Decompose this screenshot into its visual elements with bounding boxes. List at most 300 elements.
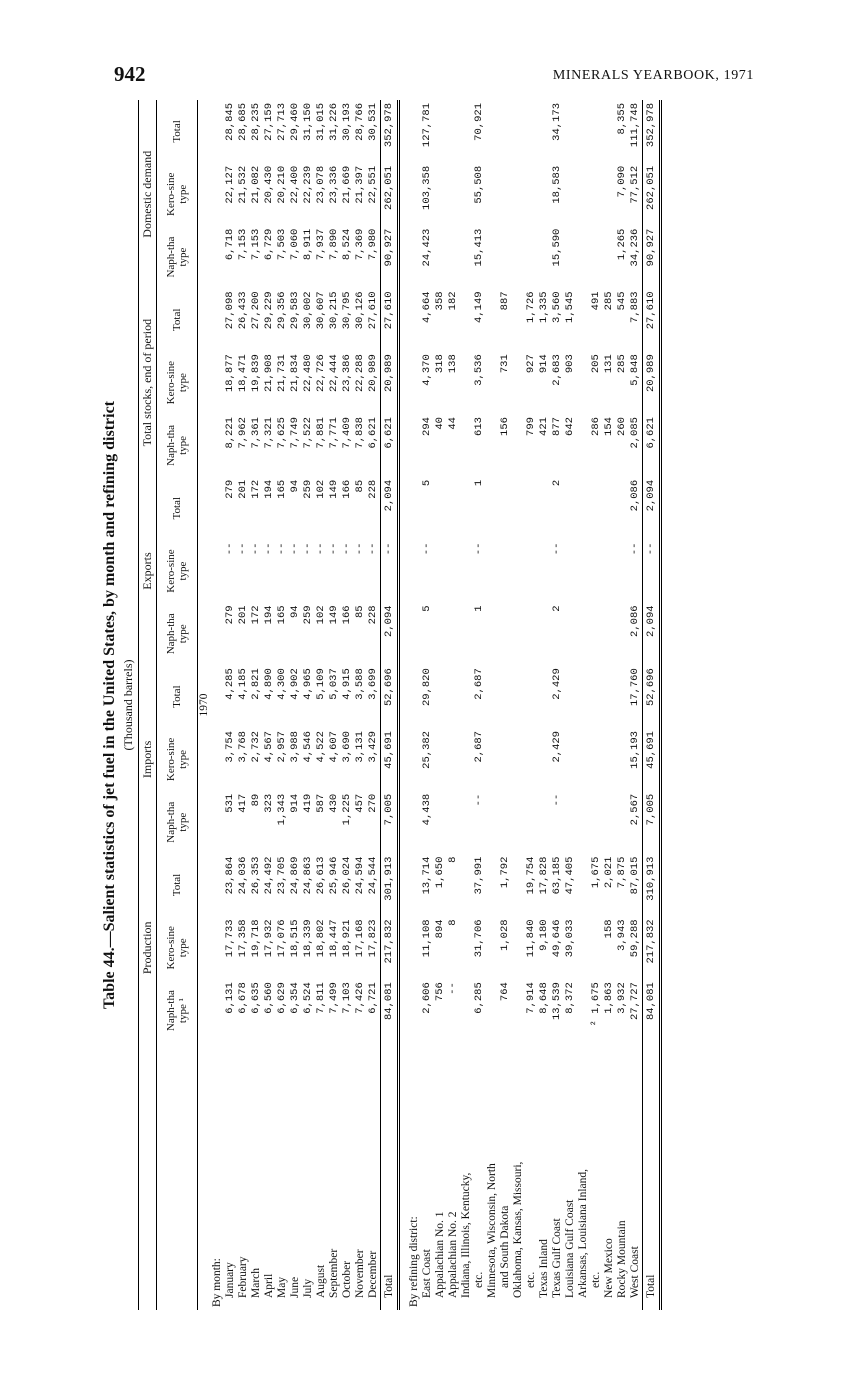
table-cell: 4,300	[276, 668, 288, 700]
table-cell	[486, 916, 499, 979]
table-cell	[512, 665, 525, 728]
table-cell	[434, 665, 447, 728]
table-cell: 37,991	[473, 856, 485, 895]
table-cell: 2,687	[473, 668, 485, 700]
table-cell	[460, 226, 473, 289]
table-cell	[603, 728, 616, 791]
table-cell	[538, 728, 551, 791]
table-cell: 102	[315, 605, 327, 625]
table-cell	[564, 226, 577, 289]
table-row	[577, 100, 590, 1310]
table-cell: 18,515	[289, 919, 301, 958]
row-label: Total	[381, 1042, 399, 1310]
table-cell: 5,037	[328, 668, 340, 700]
table-cell: 228	[367, 479, 379, 499]
table-cell: 28,235	[250, 103, 262, 141]
table-cell: 894	[434, 919, 446, 939]
table-cell	[525, 728, 538, 791]
table-cell	[512, 163, 525, 226]
group-header: Imports	[139, 665, 157, 853]
table-cell: 2,094	[643, 602, 661, 665]
table-cell: 417	[237, 793, 249, 813]
table-cell: 29,356	[276, 291, 288, 330]
table-cell: 29,229	[263, 291, 275, 330]
table-cell: 6,621	[367, 417, 379, 449]
table-cell: 24,036	[237, 856, 249, 895]
table-cell	[616, 728, 629, 791]
table-cell	[525, 540, 538, 603]
table-cell: --	[551, 542, 563, 556]
table-cell: 23,078	[315, 165, 327, 204]
table-cell: 217,832	[643, 916, 661, 979]
table-cell: 30,795	[341, 291, 353, 330]
table-row	[473, 100, 486, 1310]
table-cell	[512, 414, 525, 477]
table-cell	[460, 979, 473, 1042]
table-cell: 1,028	[499, 919, 511, 951]
table-cell: 89	[250, 793, 262, 807]
table-cell: 22,239	[302, 165, 314, 204]
table-cell: 15,590	[551, 228, 563, 267]
table-cell: 1,726	[525, 291, 537, 323]
table-row	[447, 100, 460, 1310]
table-cell	[616, 665, 629, 728]
table-cell: 1,792	[499, 856, 511, 889]
table-cell: --	[473, 542, 485, 556]
table-cell	[616, 791, 629, 854]
table-cell: 6,621	[381, 414, 399, 477]
row-label: April	[263, 1273, 275, 1298]
table-cell	[564, 728, 577, 791]
table-cell	[538, 665, 551, 728]
row-label: By month:	[211, 1258, 223, 1307]
table-cell: 262,051	[381, 163, 399, 226]
table-row	[367, 100, 381, 1310]
section-row	[211, 100, 224, 1310]
table-cell	[564, 100, 577, 163]
row-label: Minnesota, Wisconsin, North	[486, 1163, 498, 1298]
table-cell: 3,932	[616, 982, 628, 1014]
table-cell: 7,980	[367, 228, 379, 261]
table-cell: 2,957	[276, 731, 288, 763]
table-cell	[486, 728, 499, 791]
table-cell	[434, 100, 447, 163]
table-cell: 59,288	[629, 919, 641, 958]
table-cell	[447, 728, 460, 791]
table-cell: 34,236	[629, 228, 641, 267]
table-cell	[499, 540, 512, 603]
row-label: February	[237, 1256, 249, 1298]
table-cell	[460, 477, 473, 540]
table-cell: 927	[525, 354, 537, 374]
rotated-table-block	[100, 100, 740, 1310]
table-cell	[590, 791, 603, 854]
table-cell	[512, 226, 525, 289]
table-cell	[499, 477, 512, 540]
row-label: Texas Inland	[538, 1239, 550, 1298]
table-cell: 17,932	[263, 919, 275, 958]
table-cell: 29,820	[421, 668, 433, 707]
table-cell: 3,429	[367, 731, 379, 763]
table-cell: 1,545	[564, 291, 576, 323]
table-cell: 31,015	[315, 103, 327, 141]
table-cell: 84,081	[381, 979, 399, 1042]
table-cell: 4,902	[289, 668, 301, 700]
table-cell: --	[447, 982, 459, 995]
table-cell: 21,834	[289, 354, 301, 393]
table-cell: 94	[289, 479, 301, 493]
row-label: and South Dakota	[499, 1205, 511, 1288]
table-cell	[577, 288, 590, 351]
table-cell: 17,358	[237, 919, 249, 958]
table-cell: 194	[263, 479, 275, 499]
table-cell: 1,863	[603, 982, 615, 1014]
table-cell: 84,081	[643, 979, 661, 1042]
table-cell: 23,705	[276, 856, 288, 895]
table-cell	[434, 602, 447, 665]
table-cell: 4,285	[224, 668, 236, 700]
row-label: 1970	[198, 693, 210, 717]
table-cell: 22,127	[224, 165, 236, 204]
table-cell: 260	[616, 417, 628, 436]
row-label: etc.	[590, 1271, 602, 1288]
table-cell: 149	[328, 479, 340, 499]
table-cell: 22,726	[315, 354, 327, 393]
row-label: May	[276, 1276, 288, 1298]
table-cell: 201	[237, 605, 249, 625]
table-cell: 7,890	[328, 228, 340, 261]
table-cell: 26,433	[237, 291, 249, 330]
row-label: Appalachian No. 2	[447, 1211, 459, 1298]
table-cell: 5,109	[315, 668, 327, 700]
table-cell: 7,883	[629, 291, 641, 323]
running-title: MINERALS YEARBOOK, 1971	[552, 68, 754, 83]
table-cell: 7,914	[525, 982, 537, 1014]
table-cell: 421	[538, 417, 550, 436]
table-cell: 28,845	[224, 103, 236, 141]
table-cell: 20,989	[381, 351, 399, 414]
table-cell: 52,696	[643, 665, 661, 728]
column-header: Naph-tha type	[157, 602, 198, 665]
table-cell	[577, 791, 590, 854]
table-cell	[577, 540, 590, 603]
table-cell: 6,678	[237, 982, 249, 1014]
table-cell: 21,397	[354, 165, 366, 204]
table-cell: --	[643, 540, 661, 603]
table-cell: 21,669	[341, 165, 353, 204]
table-cell	[512, 854, 525, 917]
group-header: Domestic demand	[139, 100, 157, 288]
table-cell	[512, 100, 525, 163]
table-cell: --	[302, 542, 314, 556]
table-cell: 7,522	[302, 417, 314, 449]
table-cell	[603, 665, 616, 728]
table-cell: 3,588	[354, 668, 366, 700]
column-header: Total	[157, 100, 198, 163]
table-cell: 6,285	[473, 982, 485, 1014]
table-cell: 45,691	[381, 728, 399, 791]
table-cell	[447, 602, 460, 665]
table-cell	[577, 163, 590, 226]
table-cell: 172	[250, 605, 262, 625]
table-cell: 111,748	[629, 103, 641, 148]
table-cell: 21,908	[263, 354, 275, 393]
table-cell: --	[341, 542, 353, 556]
row-label: November	[354, 1249, 366, 1298]
table-cell: 2	[551, 479, 563, 487]
table-cell: 301,913	[381, 854, 399, 917]
table-cell: 85	[354, 605, 366, 619]
table-cell	[512, 916, 525, 979]
table-cell: 4,915	[341, 668, 353, 700]
table-cell: 24,544	[367, 856, 379, 895]
column-header: Total	[157, 665, 198, 728]
table-cell: 15,193	[629, 731, 641, 769]
table-cell	[538, 163, 551, 226]
table-cell: 1,265	[616, 228, 628, 261]
table-cell	[590, 477, 603, 540]
table-cell	[460, 540, 473, 603]
table-cell: 52,696	[381, 665, 399, 728]
year-row	[198, 100, 212, 1310]
table-cell: 3,131	[354, 731, 366, 763]
table-cell	[525, 665, 538, 728]
row-label: July	[302, 1278, 314, 1298]
table-cell	[499, 665, 512, 728]
table-cell: 34,173	[551, 103, 563, 141]
table-cell	[577, 226, 590, 289]
table-cell: --	[289, 542, 301, 556]
table-cell: 30,193	[341, 103, 353, 141]
table-cell	[564, 163, 577, 226]
table-cell: 11,108	[421, 919, 433, 958]
table-cell: --	[263, 542, 275, 556]
table-cell: 2,567	[629, 793, 641, 826]
table-cell	[590, 226, 603, 289]
row-label: etc.	[473, 1271, 485, 1288]
table-cell: 457	[354, 793, 366, 813]
table-cell: 7,937	[315, 228, 327, 261]
table-cell: 2,085	[629, 417, 641, 449]
table-cell	[486, 854, 499, 917]
table-cell: 491	[590, 291, 602, 311]
table-cell: 4,664	[421, 291, 433, 323]
table-cell: 587	[315, 793, 327, 813]
row-label: New Mexico	[603, 1238, 615, 1298]
table-cell: 8,648	[538, 982, 550, 1014]
table-cell: --	[276, 542, 288, 556]
table-cell: 24,863	[302, 856, 314, 895]
table-cell	[486, 226, 499, 289]
table-cell: 3,536	[473, 354, 485, 386]
column-header: Naph-tha type ¹	[157, 979, 198, 1042]
page-number: 942	[114, 62, 146, 86]
table-cell: 24,869	[289, 856, 301, 895]
row-label: West Coast	[629, 1246, 641, 1298]
table-cell	[590, 540, 603, 603]
table-cell: 7,838	[354, 417, 366, 449]
table-cell: 103,358	[421, 165, 433, 210]
table-cell	[603, 477, 616, 540]
table-cell: 2,021	[603, 856, 615, 889]
table-cell: 90,927	[643, 226, 661, 289]
table-cell: 7,881	[315, 417, 327, 449]
table-cell: --	[354, 542, 366, 556]
table-cell	[447, 226, 460, 289]
table-cell: 94	[289, 605, 301, 619]
table-cell: 2	[551, 605, 563, 612]
column-header: Total	[157, 854, 198, 917]
table-cell: 20,989	[367, 354, 379, 393]
table-cell: 4,370	[421, 354, 433, 386]
table-cell: 23,386	[341, 354, 353, 393]
table-cell	[486, 100, 499, 163]
table-cell: 799	[525, 417, 537, 436]
table-cell	[460, 602, 473, 665]
table-cell: 2,683	[551, 354, 563, 386]
table-cell	[512, 791, 525, 854]
table-cell: 17,823	[367, 919, 379, 958]
table-cell: 285	[616, 354, 628, 374]
table-cell: 642	[564, 417, 576, 436]
table-cell: 90,927	[381, 226, 399, 289]
table-cell: 166	[341, 479, 353, 499]
column-header: Naph-tha type	[157, 791, 198, 854]
table-cell	[564, 477, 577, 540]
table-cell: 5,848	[629, 354, 641, 386]
table-row	[237, 100, 250, 1310]
table-cell: 17,076	[276, 919, 288, 958]
table-cell	[590, 163, 603, 226]
table-cell	[499, 100, 512, 163]
table-cell: 22,444	[328, 354, 340, 393]
table-cell	[447, 477, 460, 540]
table-cell: 8,911	[302, 228, 314, 261]
table-cell: 8,524	[341, 228, 353, 261]
table-cell: 731	[499, 354, 511, 374]
table-cell	[577, 916, 590, 979]
table-cell	[512, 979, 525, 1042]
table-cell	[564, 602, 577, 665]
table-cell: 18,877	[224, 354, 236, 393]
table-cell: 182	[447, 291, 459, 311]
table-cell	[577, 477, 590, 540]
table-row	[315, 100, 328, 1310]
table-cell: 259	[302, 605, 314, 625]
table-cell: 877	[551, 417, 563, 436]
table-cell: 47,405	[564, 856, 576, 895]
table-cell	[616, 602, 629, 665]
table-cell	[603, 602, 616, 665]
table-cell: 29,583	[289, 291, 301, 330]
table-cell	[486, 477, 499, 540]
table-cell: 172	[250, 479, 262, 499]
row-label: Indiana, Illinois, Kentucky,	[460, 1172, 472, 1298]
row-label: October	[341, 1260, 353, 1298]
table-cell: ² 1,675	[590, 982, 602, 1027]
table-row	[616, 100, 629, 1310]
group-header: Production	[139, 854, 157, 1042]
column-header: Total	[157, 288, 198, 351]
row-label: September	[328, 1248, 340, 1298]
table-row	[250, 100, 263, 1310]
table-cell: 6,635	[250, 982, 262, 1014]
row-label: Texas Gulf Coast	[551, 1218, 563, 1298]
table-cell	[460, 665, 473, 728]
table-cell: 15,413	[473, 228, 485, 267]
table-cell: 21,532	[237, 165, 249, 204]
table-cell: 4,607	[328, 731, 340, 763]
table-cell: 31,706	[473, 919, 485, 958]
row-label: Oklahoma, Kansas, Missouri,	[512, 1161, 524, 1298]
table-cell	[460, 288, 473, 351]
table-cell: 310,913	[643, 854, 661, 917]
table-cell: 45,691	[643, 728, 661, 791]
table-cell: 18,921	[341, 919, 353, 958]
table-cell: 20,210	[276, 165, 288, 204]
table-cell	[486, 288, 499, 351]
table-row	[460, 100, 473, 1310]
table-cell: --	[367, 542, 379, 556]
table-cell	[616, 477, 629, 540]
table-cell: 13,539	[551, 982, 563, 1021]
table-body	[198, 100, 661, 1310]
table-cell	[499, 163, 512, 226]
table-cell: --	[421, 542, 433, 556]
table-cell: 22,288	[354, 354, 366, 393]
table-cell: 7,005	[381, 791, 399, 854]
table-cell	[434, 163, 447, 226]
table-row	[564, 100, 577, 1310]
table-cell	[512, 288, 525, 351]
table-cell: 2,732	[250, 731, 262, 763]
table-cell: 63,185	[551, 856, 563, 895]
table-cell: 7,361	[250, 417, 262, 449]
table-cell: --	[328, 542, 340, 556]
table-cell	[460, 163, 473, 226]
row-label: March	[250, 1267, 262, 1298]
table-cell: 285	[603, 291, 615, 311]
table-cell	[525, 477, 538, 540]
table-cell: 2,429	[551, 731, 563, 763]
table-cell: 2,094	[643, 477, 661, 540]
table-cell: 4,546	[302, 731, 314, 763]
table-cell: 6,721	[367, 982, 379, 1014]
table-cell: 279	[224, 479, 236, 499]
table-cell	[434, 226, 447, 289]
table-cell	[447, 791, 460, 854]
table-cell: 24,594	[354, 856, 366, 895]
table-cell: 4,149	[473, 291, 485, 323]
table-cell: 22,551	[367, 165, 379, 204]
table-cell: 7,321	[263, 417, 275, 449]
table-cell: 2,821	[250, 668, 262, 700]
table-cell: 286	[590, 417, 602, 436]
table-cell: 20,989	[643, 351, 661, 414]
table-cell: 17,760	[629, 668, 641, 707]
table-cell: 205	[590, 354, 602, 374]
table-cell: 7,749	[289, 417, 301, 449]
table-cell	[460, 791, 473, 854]
table-cell: 24,492	[263, 856, 275, 895]
table-cell: 131	[603, 354, 615, 374]
table-row	[512, 100, 525, 1310]
table-cell	[460, 351, 473, 414]
group-header: Exports	[139, 477, 157, 665]
table-cell: 2,086	[629, 605, 641, 637]
table-cell: 194	[263, 605, 275, 625]
table-cell	[577, 351, 590, 414]
